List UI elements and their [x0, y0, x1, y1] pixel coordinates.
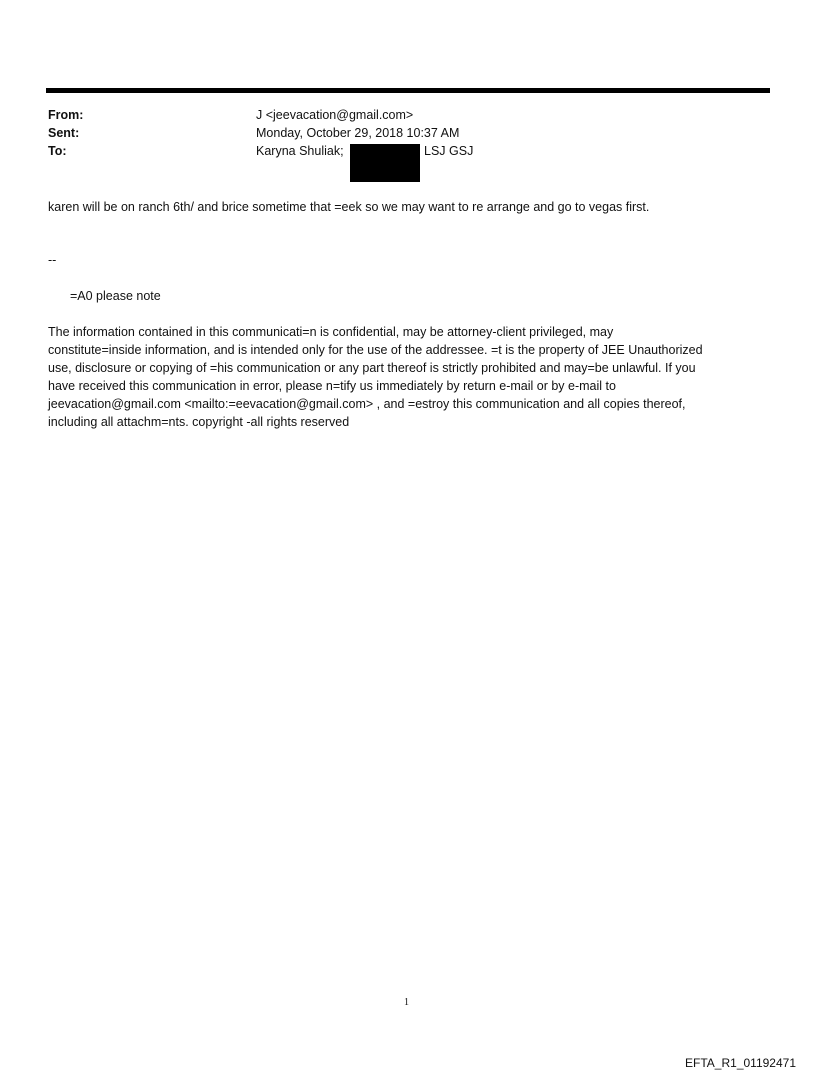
from-value: J <jeevacation@gmail.com>: [256, 108, 414, 122]
to-value-recipient: Karyna Shuliak;: [256, 144, 344, 158]
disclaimer-line: The information contained in this communicati=n is confidential, may be attorney-client privileged, may: [48, 325, 614, 339]
redaction-box: [350, 144, 420, 182]
disclaimer-line: use, disclosure or copying of =his communication or any part thereof is strictly prohibited and may=be unlawful. If you: [48, 361, 696, 375]
page-number: 1: [404, 997, 409, 1008]
message-text: karen will be on ranch 6th/ and brice sometime that =eek so we may want to re arrange and go to vegas first.: [48, 200, 650, 214]
disclaimer-line: have received this communication in error, please n=tify us immediately by return e-mail or by e-mail to: [48, 379, 616, 393]
to-label: To:: [48, 144, 67, 158]
from-label: From:: [48, 108, 84, 122]
confidentiality-disclaimer: [48, 323, 768, 431]
sent-label: Sent:: [48, 126, 80, 140]
signature-separator: --: [48, 253, 57, 267]
sent-value: Monday, October 29, 2018 10:37 AM: [256, 126, 460, 140]
disclaimer-line: jeevacation@gmail.com <mailto:=eevacation@gmail.com> , and =estroy this communication and all copies thereof,: [48, 397, 686, 411]
header-rule: [46, 88, 770, 93]
bates-number: EFTA_R1_01192471: [685, 1056, 796, 1070]
disclaimer-line: constitute=inside information, and is intended only for the use of the addressee. =t is the property of JEE Unauthorized: [48, 343, 703, 357]
disclaimer-line: including all attachm=nts. copyright -all rights reserved: [48, 415, 350, 429]
to-value-recipient-2: LSJ GSJ: [424, 144, 474, 158]
note-line: =A0 please note: [70, 289, 161, 303]
